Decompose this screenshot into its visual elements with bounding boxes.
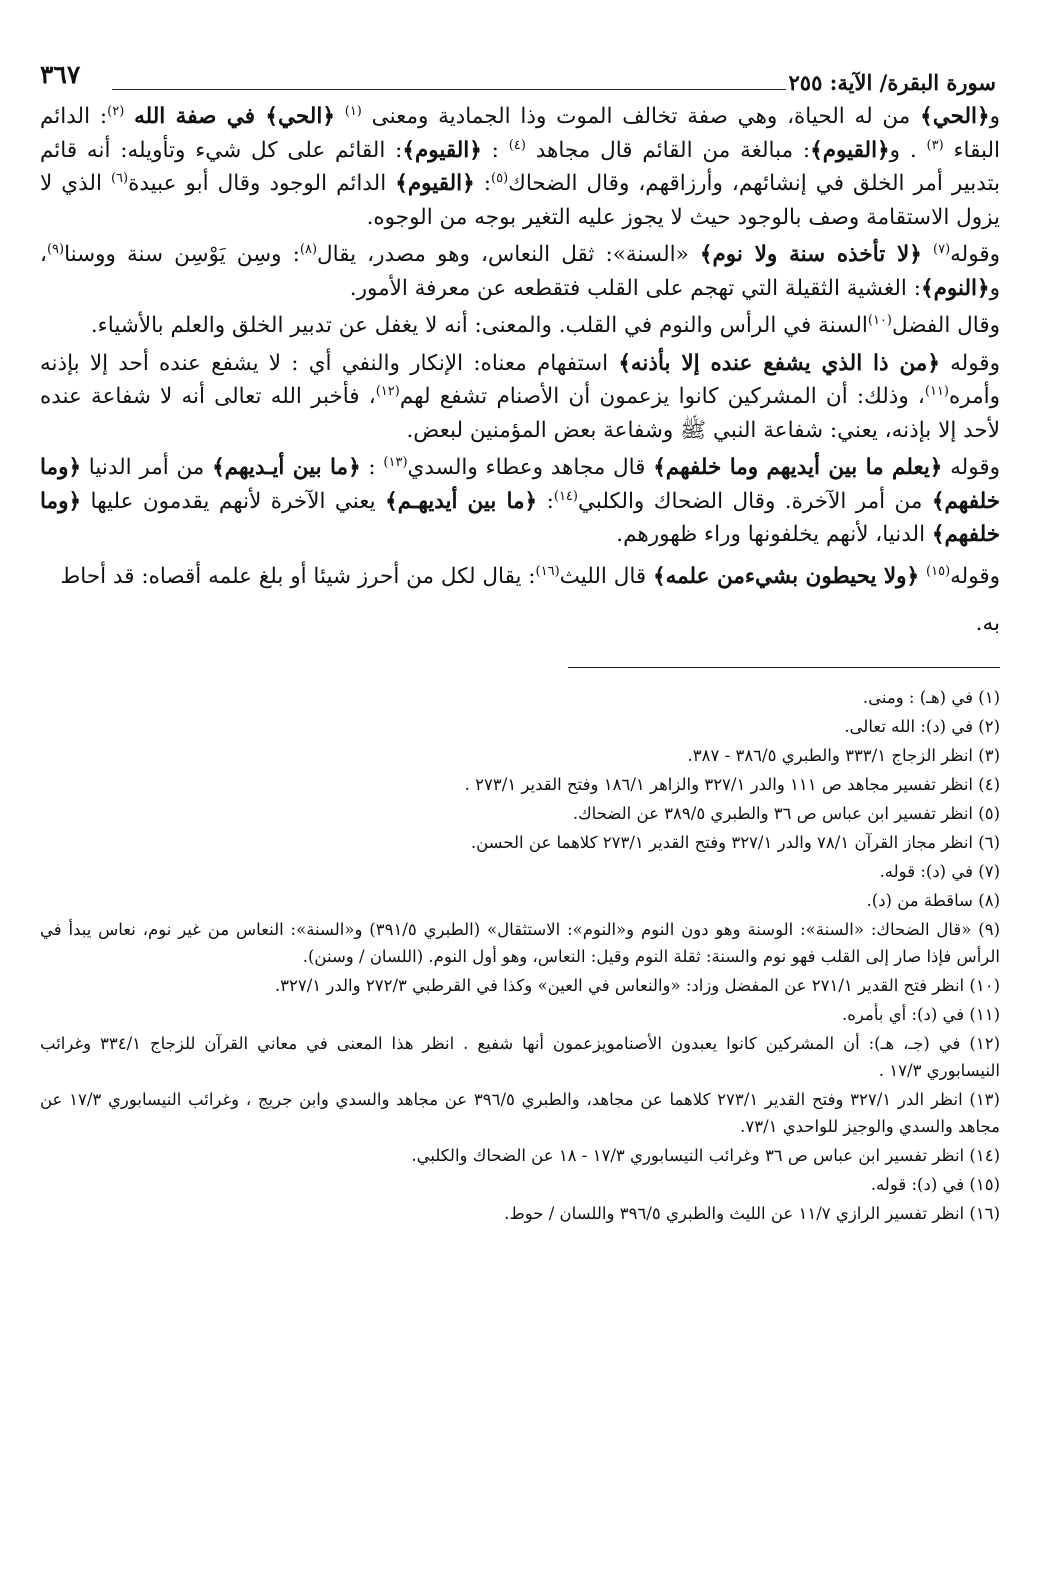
footnote-ref: (١٢)	[375, 383, 400, 399]
footnote-separator	[568, 667, 1000, 668]
quran-quote: ﴿القيوم﴾	[810, 137, 890, 163]
text-run	[335, 104, 345, 129]
quran-quote: ﴿القيوم﴾	[402, 137, 482, 163]
paragraph	[40, 347, 1000, 448]
footnote-ref: (٦)	[110, 170, 129, 186]
quran-quote: ﴿الحي﴾ في صفة الله	[134, 104, 335, 129]
text-run	[922, 242, 933, 267]
footnote-ref: (٧)	[933, 241, 951, 257]
quran-quote: ﴿النوم﴾	[920, 275, 990, 301]
text-run: وقال الفضل	[892, 313, 1000, 338]
footnote-ref: (٨)	[299, 241, 318, 257]
text-run: : مبالغة من القائم قال مجاهد	[525, 137, 811, 163]
footnote-ref: (٩)	[46, 241, 65, 257]
quran-quote: ﴿الحي﴾	[920, 104, 990, 129]
text-run: :	[481, 137, 509, 163]
paragraph	[40, 238, 1000, 305]
text-run: «السنة»: ثقل النعاس، وهو مصدر، يقال	[317, 242, 700, 267]
text-run: الذي لا يزول الاستقامة وصف بالوجود حيث لا يجوز عليه التغير بوجه من الوجوه.	[40, 171, 1000, 230]
footnote: (٥) انظر تفسير ابن عباس ص ٣٦ والطبري ٣٨٩/٥ عن الضحاك.	[572, 803, 1000, 823]
text-run: ، و	[40, 242, 1000, 301]
text-run: من أمر الآخرة. وقال الضحاك والكلبي	[578, 488, 932, 514]
footnote-ref: (٤)	[508, 137, 526, 153]
text-run: : وسِن يَوْسِن سنة ووسنا	[64, 242, 300, 267]
footnote: (٤) انظر تفسير مجاهد ص ١١١ والدر ٣٢٧/١ والزاهر ١٨٦/١ وفتح القدير ٢٧٣/١ .	[464, 774, 1000, 794]
quran-quote: ﴿وما خلفهم﴾	[40, 455, 1000, 514]
footnote-ref: (١٥)	[926, 563, 951, 579]
text-run: :	[360, 455, 384, 480]
quran-quote: ﴿لا تأخذه سنة ولا نوم﴾	[699, 242, 922, 267]
text-run: : الدائم البقاء	[40, 104, 1000, 163]
text-run: وقوله	[939, 350, 1000, 376]
footnote: (١١) في (د): أي بأمره.	[842, 1004, 1000, 1024]
book-page	[40, 58, 1000, 1229]
text-run: : القائم على كل شيء وتأويله: أنه قائم بتدبير أمر الخلق في إنشائهم، وأرزاقهم، وقال الضحاك	[40, 137, 1000, 196]
text-run: قال الليث	[559, 563, 653, 589]
text-run: :	[537, 488, 554, 514]
footnote: (٩) «قال الضحاك: «السنة»: الوسنة وهو دون النوم و«النوم»: الاستثقال» (الطبري ٣٩١/٥) و«السنة»: النعاس من غير نوم، نعاس يبدأ في الرأس فإذا صار إلى القلب فهو نوم والسنة: ثقلة النوم وقيل: النعاس، وهو أول النوم. (اللسان / وسنن).	[40, 919, 1001, 966]
text-run: الدنيا، لأنهم يخلفونها وراء ظهورهم.	[616, 522, 932, 547]
footnote-ref: (٢)	[107, 103, 125, 119]
text-run: قال مجاهد وعطاء والسدي	[407, 455, 654, 480]
text-run: من له الحياة، وهي صفة تخالف الموت وذا الجمادية ومعنى	[361, 104, 921, 129]
footnote: (١٠) انظر فتح القدير ٢٧١/١ عن المفضل وزاد: «والنعاس في العين» وكذا في القرطبي ٢٧٢/٣ والدر ٣٢٧/١.	[274, 975, 1000, 995]
paragraph	[40, 100, 1000, 234]
footnote-ref: (١٣)	[383, 454, 408, 470]
commentary-text	[40, 100, 1000, 641]
footnote: (١٥) في (د): قوله.	[870, 1174, 1000, 1194]
quran-quote: ﴿ولا يحيطون بشيءمن علمه﴾	[653, 563, 920, 589]
text-run: من أمر الدنيا	[81, 455, 213, 480]
footnote: (٣) انظر الزجاج ٣٣٣/١ والطبري ٣٨٦/٥ - ٣٨٧.	[687, 745, 1000, 765]
footnote-ref: (١٠)	[867, 312, 892, 328]
footnote: (٨) ساقطة من (د).	[866, 890, 1000, 910]
paragraph	[40, 560, 1000, 594]
quran-quote: ﴿من ذا الذي يشفع عنده إلا بأذنه﴾	[618, 350, 940, 376]
footnote-ref: (١٤)	[553, 488, 578, 504]
footnote-ref: (١١)	[924, 383, 949, 399]
text-run: : الغشية الثقيلة التي تهجم على القلب فتقطعه عن معرفة الأمور.	[349, 275, 921, 301]
quran-quote: ﴿ما بين أيـديهم﴾	[212, 455, 361, 480]
footnote-ref: (٣)	[926, 137, 944, 153]
footnote: (١٤) انظر تفسير ابن عباس ص ٣٦ وغرائب النيسابوري ١٧/٣ - ١٨ عن الضحاك والكلبي.	[411, 1145, 1000, 1165]
footnote: (٧) في (د): قوله.	[879, 861, 1000, 881]
footnote: (١٣) انظر الدر ٣٢٧/١ وفتح القدير ٢٧٣/١ كلاهما عن مجاهد، والطبري ٣٩٦/٥ عن مجاهد والسدي وابن جريج ، وغرائب النيسابوري ١٧/٣ عن مجاهد والسدي والوجيز للواحدي ٧٣/١.	[40, 1089, 1000, 1136]
header-rule	[112, 89, 786, 90]
footnote-ref: (١٦)	[535, 563, 560, 579]
text-run	[919, 564, 926, 589]
footnote: (١) في (هـ) : ومنى.	[862, 687, 1000, 707]
text-run: يعني الآخرة لأنهم يقدمون عليها	[81, 488, 386, 514]
running-header	[40, 58, 1000, 98]
text-run: وقوله	[942, 455, 1000, 480]
text-run: به.	[975, 611, 1000, 636]
text-run: استفهام معناه: الإنكار والنفي أي : لا يشفع عنده أحد إلا بإذنه وأمره	[40, 350, 1000, 409]
text-run: وقوله	[950, 563, 1000, 589]
footnote: (١٢) في (جـ، هـ): أن المشركين كانوا يعبدون الأصنامويزعمون أنها شفيع . انظر هذا المعنى في معاني القرآن للزجاج ٣٣٤/١ وغرائب النيسابوري ١٧/٣ .	[40, 1033, 1000, 1080]
text-run: . و	[889, 137, 927, 163]
text-run: : يقال لكل من أحرز شيئا أو بلغ علمه أقصاه: قد أحاط	[60, 563, 536, 589]
text-run: السنة في الرأس والنوم في القلب. والمعنى: أنه لا يغفل عن تدبير الخلق والعلم بالأشياء.	[90, 313, 868, 338]
footnotes	[40, 684, 1000, 1227]
footnote: (٦) انظر مجاز القرآن ٧٨/١ والدر ٣٢٧/١ وفتح القدير ٢٧٣/١ كلاهما عن الحسن.	[470, 832, 1000, 852]
text-run: ، فأخبر الله تعالى أنه لا شفاعة عنده لأحد إلا بإذنه، يعني: شفاعة النبي ﷺ وشفاعة بعض المؤمنين لبعض.	[40, 384, 1000, 443]
text-run: :	[474, 171, 492, 196]
surah-verse-title: سورة البقرة/ الآية: ٢٥٥	[788, 70, 996, 95]
text-run	[124, 104, 134, 129]
footnote-ref: (٥)	[491, 170, 509, 186]
page-number: ٣٦٧	[40, 60, 81, 89]
text-run: و	[989, 104, 1001, 129]
text-run: ، وذلك: أن المشركين كانوا يزعمون أن الأصنام تشفع لهم	[399, 384, 925, 409]
footnote-ref: (١)	[344, 103, 362, 119]
text-run: وقوله	[950, 242, 1000, 267]
paragraph	[40, 451, 1000, 552]
text-run: الدائم الوجود وقال أبو عبيدة	[128, 171, 396, 196]
quran-quote: ﴿ما بين أيديهـم﴾	[385, 488, 538, 514]
quran-quote: ﴿يعلم ما بين أيديهم وما خلفهم﴾	[653, 455, 943, 480]
footnote: (٢) في (د): الله تعالى.	[844, 716, 1000, 736]
paragraph	[40, 607, 1000, 641]
paragraph	[40, 309, 1000, 343]
quran-quote: ﴿وما خلفهم﴾	[40, 488, 1000, 547]
quran-quote: ﴿القيوم﴾	[395, 171, 475, 196]
footnote: (١٦) انظر تفسير الرازي ١١/٧ عن الليث والطبري ٣٩٦/٥ واللسان / حوط.	[504, 1203, 1000, 1223]
